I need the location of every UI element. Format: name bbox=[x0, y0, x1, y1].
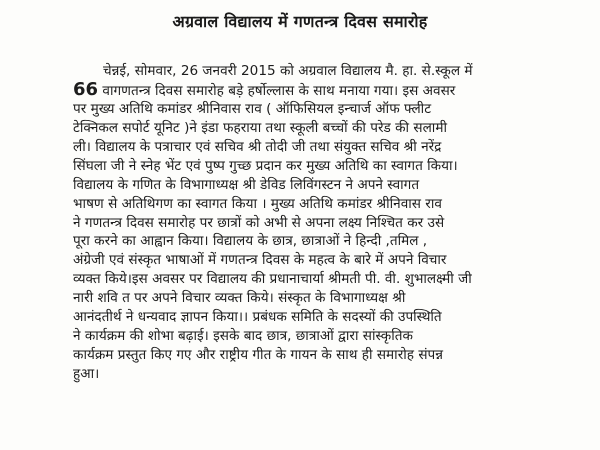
article-line-5: ली। विद्यालय के पत्राचार एवं सचिव श्री तोदी जी तथा संयुक्त सचिव श्री नरेंद्र bbox=[73, 138, 442, 155]
article-line-9: ने गणतन्त्र दिवस समारोह पर छात्रों को अभी से अपना लक्ष्य निश्चित कर उसे bbox=[73, 214, 445, 231]
article-line-2 bbox=[73, 81, 597, 100]
article-line-1: चेन्नई, सोमवार, 26 जनवरी 2015 को अग्रवाल विद्यालय मै. हा. से.स्कूल में bbox=[103, 63, 473, 79]
article-line-3: पर मुख्य अतिथि कमांडर श्रीनिवास राव ( ऑफिसियल इन्चार्ज ऑफ फ्लीट bbox=[73, 100, 432, 117]
article-line-4: टेक्निकल सपोर्ट यूनिट )ने इंडा फहराया तथा स्कूली बच्चों की परेड की सलामी bbox=[73, 119, 447, 136]
article-line-15: ने कार्यक्रम की शोभा बढ़ाई। इसके बाद छात्र, छात्राओं द्वारा सांस्कृतिक bbox=[73, 328, 413, 345]
article-body bbox=[73, 62, 597, 384]
article-line-10: पूरा करने का आह्वान किया। विद्यालय के छात्र, छात्राओं ने हिन्दी ,तमिल , bbox=[73, 233, 428, 250]
article-line-13: नारी शवि त पर अपने विचार व्यक्त किये। संस्कृत के विभागाध्यक्ष श्री bbox=[73, 290, 406, 307]
article-line-14: आनंदतीर्थ ने धन्यवाद ज्ञापन किया।। प्रबंधक समिति के सदस्यों की उपस्थिति bbox=[73, 309, 442, 326]
article-line-17: हुआ। bbox=[73, 366, 100, 382]
article-line-2-text: वागणतन्त्र दिवस समारोह बड़े हर्षोल्लास के साथ मनाया गया। इस अवसर bbox=[102, 82, 456, 99]
article-line-7: विद्यालय के गणित के विभागाध्यक्ष श्री डेविड लिविंगस्टन ने अपने स्वागत bbox=[73, 176, 420, 193]
number-66: 66 bbox=[73, 80, 99, 100]
article-line-16: कार्यक्रम प्रस्तुत किए गए और राष्ट्रीय गीत के गायन के साथ ही समारोह संपन्न bbox=[73, 347, 443, 364]
article-line-11: अंग्रेजी एवं संस्कृत भाषाओं में गणतन्त्र दिवस के महत्व के बारे में अपने विचार bbox=[73, 252, 447, 269]
article-title: अग्रवाल विद्यालय में गणतन्त्र दिवस समारोह bbox=[172, 12, 428, 31]
article-line-12: व्यक्त किये।इस अवसर पर विद्यालय की प्रधानाचार्या श्रीमती पी. वी. शुभालक्ष्मी जी bbox=[73, 271, 472, 288]
article-line-6: सिंघला जी ने स्नेह भेंट एवं पुष्प गुच्छ प्रदान कर मुख्य अतिथि का स्वागत किया। bbox=[73, 157, 458, 174]
article-line-8: भाषण से अतिथिगण का स्वागत किया । मुख्य अतिथि कमांडर श्रीनिवास राव bbox=[73, 195, 442, 212]
